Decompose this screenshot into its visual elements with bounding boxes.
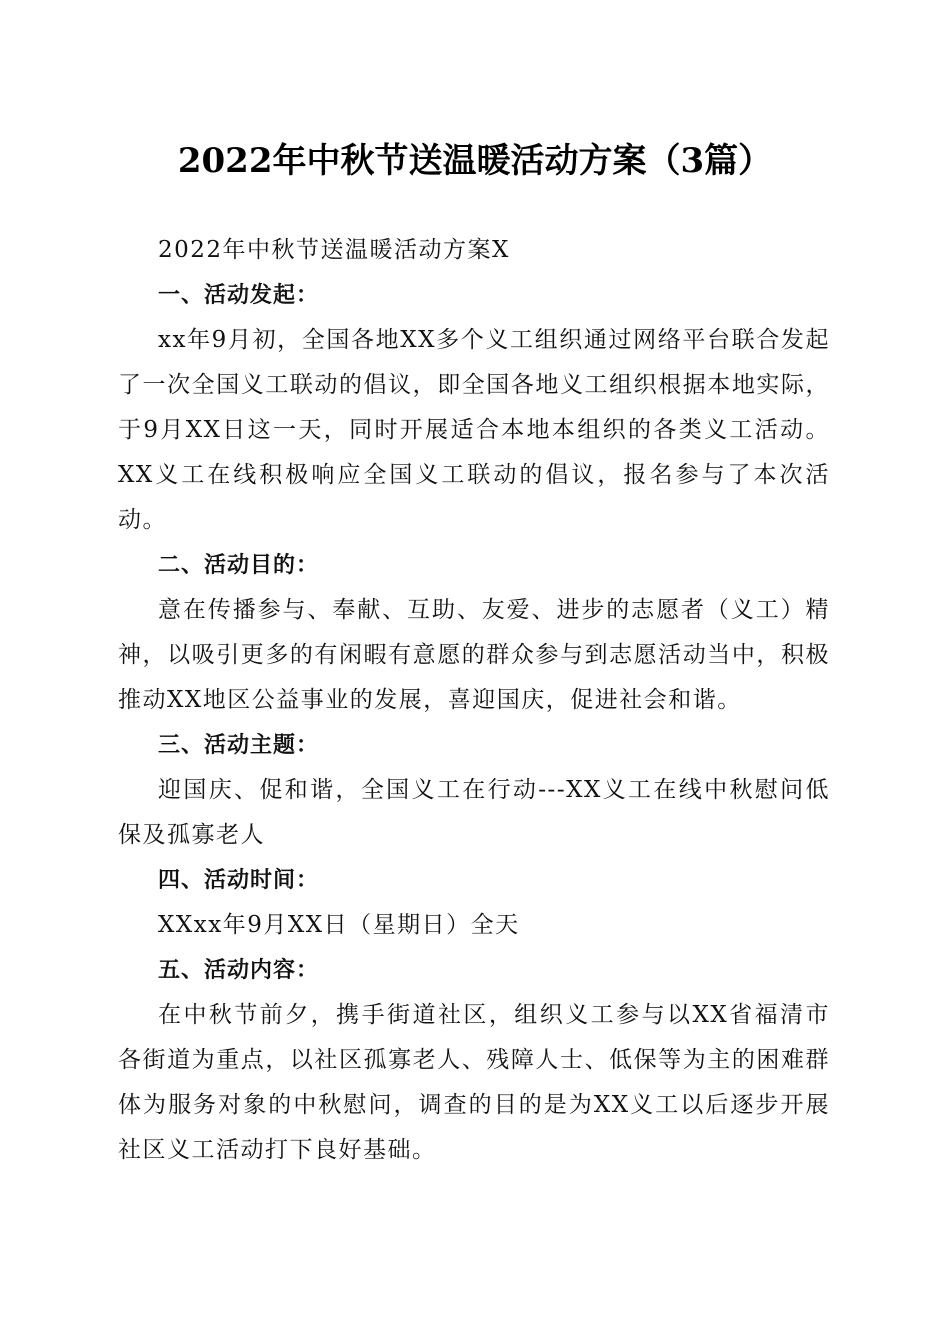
document-title: 2022年中秋节送温暖活动方案（3篇） [177,141,773,181]
section-text-content: 在中秋节前夕，携手街道社区，组织义工参与以XX省福清市各街道为重点，以社区孤寡老人、残障人士、低保等为主的困难群体为服务对象的中秋慰问，调查的目的是为XX义工以后逐步开展社区义工活动打下良好基础。 [118,1002,830,1163]
document-subtitle: 2022年中秋节送温暖活动方案X [158,237,510,263]
section-heading-content: 五、活动内容： [158,958,320,983]
section-heading-initiation: 一、活动发起： [158,283,320,308]
section-text-initiation: xx年9月初，全国各地XX多个义工组织通过网络平台联合发起了一次全国义工联动的倡议，即全国各地义工组织根据本地实际，于9月XX日这一天，同时开展适合本地本组织的各类义工活动。XX义工在线积极响应全国义工联动的倡议，报名参与了本次活动。 [118,327,830,533]
section-text-time: XXxx年9月XX日（星期日）全天 [158,912,520,938]
section-text-purpose: 意在传播参与、奉献、互助、友爱、进步的志愿者（义工）精神，以吸引更多的有闲暇有意愿的群众参与到志愿活动当中，积极推动XX地区公益事业的发展，喜迎国庆，促进社会和谐。 [118,597,830,713]
section-heading-time: 四、活动时间： [158,868,320,893]
section-heading-theme: 三、活动主题： [158,733,320,758]
section-heading-purpose: 二、活动目的： [158,553,320,578]
document-body [118,228,830,1173]
section-text-theme: 迎国庆、促和谐，全国义工在行动---XX义工在线中秋慰问低保及孤寡老人 [118,777,830,848]
